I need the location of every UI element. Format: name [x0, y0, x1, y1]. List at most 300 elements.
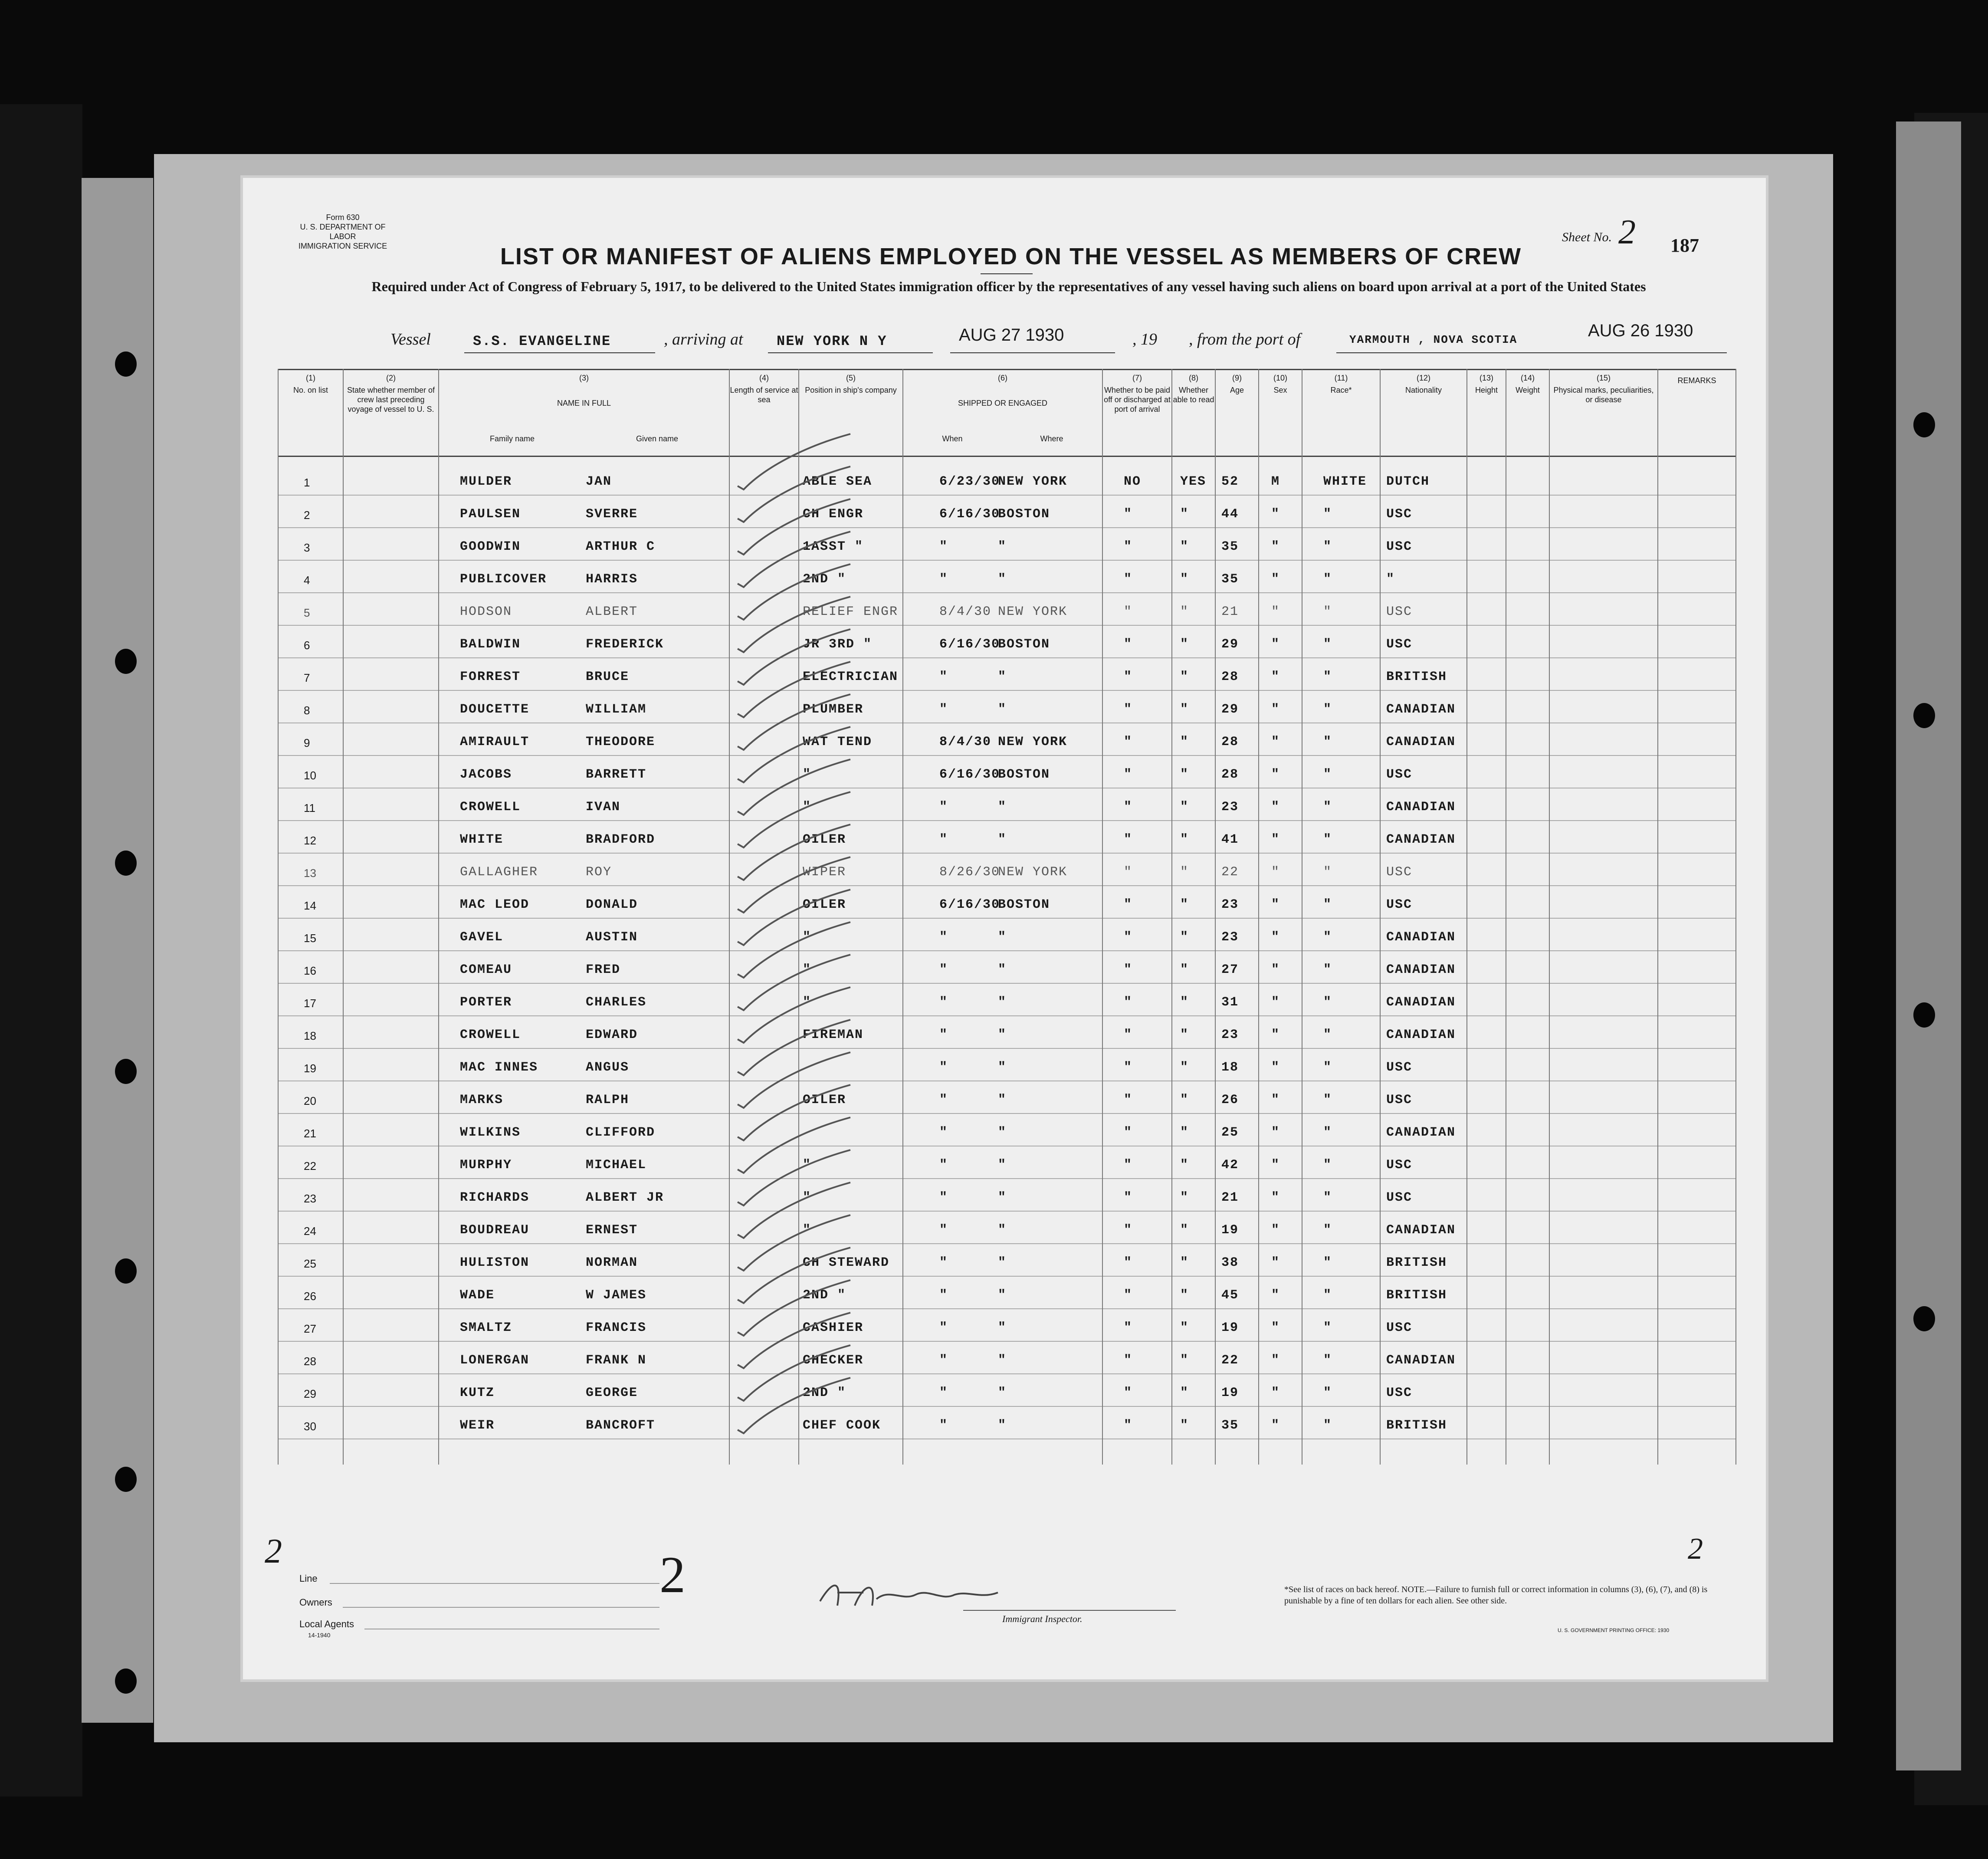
cell-sex: " — [1271, 1418, 1280, 1433]
cell-paid: " — [1124, 670, 1133, 684]
cell-age: 19 — [1221, 1320, 1239, 1335]
cell-position: 1ASST " — [803, 539, 864, 554]
cell-no: 7 — [304, 671, 310, 684]
cell-paid: " — [1124, 1093, 1133, 1107]
cell-given: FREDERICK — [586, 637, 664, 652]
cell-paid: " — [1124, 702, 1133, 717]
cell-family: BALDWIN — [460, 637, 521, 652]
punch-hole — [1913, 1306, 1935, 1331]
cell-position: ABLE SEA — [803, 474, 873, 489]
cell-nationality: BRITISH — [1386, 1255, 1447, 1270]
cell-paid: " — [1124, 930, 1133, 945]
check-mark — [738, 597, 850, 652]
cell-sex: M — [1271, 474, 1280, 489]
cell-age: 35 — [1221, 1418, 1239, 1433]
cell-age: 28 — [1221, 735, 1239, 749]
cell-where: " — [998, 1190, 1007, 1205]
cell-family: PUBLICOVER — [460, 572, 547, 587]
binder-strip-right — [1896, 122, 1961, 1770]
cell-nationality: CANADIAN — [1386, 930, 1456, 945]
manifest-sheet — [243, 178, 1766, 1679]
cell-age: 45 — [1221, 1288, 1239, 1303]
cell-family: MAC INNES — [460, 1060, 538, 1075]
cell-nationality: BRITISH — [1386, 1288, 1447, 1303]
cell-when: 8/26/30 — [939, 865, 1001, 880]
column-label: REMARKS — [1677, 376, 1716, 385]
column-number: (14) — [1520, 374, 1535, 382]
cell-paid: " — [1124, 1386, 1133, 1400]
cell-age: 23 — [1221, 1028, 1239, 1042]
cell-race: " — [1323, 767, 1332, 782]
cell-nationality: CANADIAN — [1386, 1028, 1456, 1042]
arriving-port: NEW YORK N Y — [777, 333, 887, 349]
cell-where: " — [998, 1028, 1007, 1042]
cell-when: 6/16/30 — [939, 767, 1001, 782]
cell-nationality: USC — [1386, 1190, 1413, 1205]
cell-sex: " — [1271, 865, 1280, 880]
check-mark — [738, 987, 850, 1043]
cell-race: " — [1323, 702, 1332, 717]
cell-no: 5 — [304, 606, 310, 619]
cell-age: 38 — [1221, 1255, 1239, 1270]
column-label: Weight — [1516, 386, 1540, 394]
cell-nationality: BRITISH — [1386, 1418, 1447, 1433]
check-mark — [738, 727, 850, 782]
cell-position: " — [803, 995, 812, 1010]
handwritten-mark-center: 2 — [659, 1546, 686, 1603]
cell-age: 44 — [1221, 507, 1239, 522]
cell-family: HULISTON — [460, 1255, 530, 1270]
cell-when: " — [939, 800, 948, 815]
cell-no: 4 — [304, 574, 310, 587]
cell-when: 8/4/30 — [939, 735, 992, 749]
cell-where: " — [998, 995, 1007, 1010]
cell-paid: " — [1124, 1028, 1133, 1042]
cell-sex: " — [1271, 1028, 1280, 1042]
cell-when: " — [939, 1158, 948, 1173]
cell-when: " — [939, 1353, 948, 1368]
cell-nationality: CANADIAN — [1386, 832, 1456, 847]
cell-nationality: USC — [1386, 1386, 1413, 1400]
cell-given: NORMAN — [586, 1255, 638, 1270]
cell-no: 29 — [304, 1387, 316, 1400]
cell-paid: " — [1124, 1125, 1133, 1140]
sheet-label: Sheet No. — [1562, 230, 1612, 244]
cell-given: ARTHUR C — [586, 539, 656, 554]
cell-given: BARRETT — [586, 767, 647, 782]
cell-paid: " — [1124, 1060, 1133, 1075]
year-label: , 19 — [1132, 330, 1157, 348]
cell-race: " — [1323, 637, 1332, 652]
cell-where: " — [998, 539, 1007, 554]
cell-age: 19 — [1221, 1223, 1239, 1238]
cell-where: BOSTON — [998, 507, 1050, 522]
column-label: Race* — [1330, 386, 1352, 394]
cell-position: FIREMAN — [803, 1028, 864, 1042]
cell-no: 10 — [304, 769, 316, 782]
cell-no: 3 — [304, 541, 310, 554]
cell-when: " — [939, 832, 948, 847]
cell-sex: " — [1271, 1223, 1280, 1238]
cell-sex: " — [1271, 995, 1280, 1010]
cell-when: " — [939, 1320, 948, 1335]
cell-race: " — [1323, 670, 1332, 684]
arrival-date-stamp: AUG 27 1930 — [959, 325, 1064, 345]
cell-race: " — [1323, 1158, 1332, 1173]
cell-no: 19 — [304, 1062, 316, 1075]
cell-where: " — [998, 1223, 1007, 1238]
check-mark — [738, 955, 850, 1010]
check-mark — [738, 1280, 850, 1336]
punch-hole — [115, 649, 137, 674]
cell-sex: " — [1271, 539, 1280, 554]
cell-where: " — [998, 1288, 1007, 1303]
cell-sex: " — [1271, 507, 1280, 522]
cell-given: GEORGE — [586, 1386, 638, 1400]
cell-read: " — [1180, 1093, 1189, 1107]
column-number: (10) — [1273, 374, 1287, 382]
cell-age: 29 — [1221, 637, 1239, 652]
line-label: Line — [299, 1573, 318, 1584]
cell-nationality: BRITISH — [1386, 670, 1447, 684]
cell-position: CHEF COOK — [803, 1418, 881, 1433]
cell-paid: " — [1124, 800, 1133, 815]
cell-age: 52 — [1221, 474, 1239, 489]
cell-read: " — [1180, 604, 1189, 619]
check-mark — [738, 1117, 850, 1173]
cell-nationality: CANADIAN — [1386, 1353, 1456, 1368]
cell-where: " — [998, 800, 1007, 815]
cell-sex: " — [1271, 637, 1280, 652]
column-label: Whether able to read — [1173, 386, 1214, 404]
cell-position: CHECKER — [803, 1353, 864, 1368]
cell-given: FRANCIS — [586, 1320, 647, 1335]
cell-race: " — [1323, 572, 1332, 587]
cell-nationality: USC — [1386, 604, 1413, 619]
cell-position: " — [803, 800, 812, 815]
cell-read: " — [1180, 735, 1189, 749]
cell-no: 23 — [304, 1192, 316, 1205]
cell-paid: " — [1124, 1418, 1133, 1433]
punch-hole — [115, 1059, 137, 1084]
column-number: (11) — [1334, 374, 1348, 382]
cell-read: " — [1180, 1418, 1189, 1433]
cell-where: " — [998, 1255, 1007, 1270]
cell-where: BOSTON — [998, 767, 1050, 782]
cell-position: " — [803, 1158, 812, 1173]
sheet-number: 2 — [1618, 213, 1636, 251]
cell-paid: " — [1124, 1320, 1133, 1335]
cell-sex: " — [1271, 670, 1280, 684]
cell-race: " — [1323, 930, 1332, 945]
cell-race: " — [1323, 1288, 1332, 1303]
cell-family: CROWELL — [460, 800, 521, 815]
cell-no: 6 — [304, 639, 310, 652]
column-sublabel: Given name — [636, 434, 679, 443]
cell-nationality: USC — [1386, 637, 1413, 652]
cell-given: JAN — [586, 474, 612, 489]
owners-label: Owners — [299, 1597, 332, 1608]
footnote: *See list of races on back hereof. NOTE.—Failure to furnish full or correct information in columns (3), (6), (7), and (8) is punishable by a fine of ten dollars for each alien. See other side. — [1284, 1585, 1708, 1606]
column-label: Height — [1475, 386, 1498, 394]
owners-underline — [343, 1607, 659, 1608]
cell-sex: " — [1271, 1190, 1280, 1205]
service-name: IMMIGRATION SERVICE — [298, 242, 387, 250]
departure-date-stamp: AUG 26 1930 — [1588, 321, 1693, 340]
cell-read: YES — [1180, 474, 1207, 489]
cell-family: WADE — [460, 1288, 495, 1303]
cell-where: " — [998, 832, 1007, 847]
column-number: (7) — [1132, 374, 1142, 382]
cell-read: " — [1180, 995, 1189, 1010]
cell-when: " — [939, 1288, 948, 1303]
cell-sex: " — [1271, 1255, 1280, 1270]
cell-read: " — [1180, 1060, 1189, 1075]
cell-given: FRED — [586, 962, 621, 977]
cell-age: 42 — [1221, 1158, 1239, 1173]
cell-sex: " — [1271, 1320, 1280, 1335]
cell-given: EDWARD — [586, 1028, 638, 1042]
line-underline — [330, 1583, 659, 1584]
cell-position: " — [803, 930, 812, 945]
film-border-left — [0, 104, 82, 1797]
cell-race: " — [1323, 832, 1332, 847]
cell-position: " — [803, 1190, 812, 1205]
punch-hole — [115, 351, 137, 377]
form-number: Form 630 — [326, 213, 360, 222]
cell-given: CLIFFORD — [586, 1125, 656, 1140]
cell-age: 28 — [1221, 767, 1239, 782]
cell-family: BOUDREAU — [460, 1223, 530, 1238]
cell-paid: " — [1124, 1158, 1133, 1173]
cell-age: 29 — [1221, 702, 1239, 717]
cell-paid: " — [1124, 767, 1133, 782]
handwritten-mark-right: 2 — [1688, 1532, 1703, 1566]
cell-no: 15 — [304, 932, 316, 945]
cell-family: JACOBS — [460, 767, 512, 782]
cell-read: " — [1180, 507, 1189, 522]
cell-sex: " — [1271, 702, 1280, 717]
cell-where: " — [998, 1353, 1007, 1368]
cell-race: " — [1323, 1125, 1332, 1140]
cell-race: " — [1323, 735, 1332, 749]
cell-given: IVAN — [586, 800, 621, 815]
cell-age: 18 — [1221, 1060, 1239, 1075]
cell-read: " — [1180, 1223, 1189, 1238]
cell-nationality: DUTCH — [1386, 474, 1430, 489]
cell-age: 41 — [1221, 832, 1239, 847]
column-label: Sex — [1273, 386, 1287, 394]
cell-when: " — [939, 962, 948, 977]
cell-given: CHARLES — [586, 995, 647, 1010]
cell-family: GALLAGHER — [460, 865, 538, 880]
cell-family: SMALTZ — [460, 1320, 512, 1335]
cell-no: 14 — [304, 899, 316, 912]
check-mark — [738, 1020, 850, 1075]
cell-where: " — [998, 930, 1007, 945]
cell-family: MURPHY — [460, 1158, 512, 1173]
column-label: Age — [1230, 386, 1244, 394]
cell-when: " — [939, 1060, 948, 1075]
cell-family: LONERGAN — [460, 1353, 530, 1368]
cell-paid: " — [1124, 637, 1133, 652]
column-label: No. on list — [293, 386, 328, 394]
column-number: (2) — [386, 374, 396, 382]
check-mark — [738, 1345, 850, 1401]
cell-sex: " — [1271, 1125, 1280, 1140]
cell-no: 2 — [304, 509, 310, 522]
cell-paid: " — [1124, 832, 1133, 847]
cell-no: 24 — [304, 1225, 316, 1238]
punch-hole — [1913, 412, 1935, 437]
page-number: 187 — [1670, 235, 1699, 256]
cell-position: " — [803, 1223, 812, 1238]
cell-where: BOSTON — [998, 637, 1050, 652]
cell-family: KUTZ — [460, 1386, 495, 1400]
check-mark — [738, 824, 850, 880]
punch-hole — [115, 851, 137, 876]
check-mark — [738, 792, 850, 847]
cell-position: OILER — [803, 832, 846, 847]
cell-sex: " — [1271, 1353, 1280, 1368]
cell-read: " — [1180, 637, 1189, 652]
cell-nationality: CANADIAN — [1386, 962, 1456, 977]
cell-family: WEIR — [460, 1418, 495, 1433]
cell-when: " — [939, 1386, 948, 1400]
cell-position: CH ENGR — [803, 507, 864, 522]
column-label: Length of service at sea — [730, 386, 798, 404]
cell-given: THEODORE — [586, 735, 656, 749]
cell-age: 22 — [1221, 865, 1239, 880]
inspector-underline — [963, 1610, 1176, 1611]
arriving-label: , arriving at — [664, 330, 743, 348]
cell-race: " — [1323, 1353, 1332, 1368]
punch-hole — [115, 1467, 137, 1492]
agents-label: Local Agents — [299, 1619, 354, 1629]
cell-no: 27 — [304, 1322, 316, 1335]
cell-where: " — [998, 702, 1007, 717]
cell-race: " — [1323, 995, 1332, 1010]
cell-read: " — [1180, 1386, 1189, 1400]
cell-where: " — [998, 1125, 1007, 1140]
cell-no: 26 — [304, 1290, 316, 1303]
cell-when: " — [939, 1093, 948, 1107]
check-mark — [738, 1085, 850, 1140]
cell-read: " — [1180, 539, 1189, 554]
cell-nationality: USC — [1386, 767, 1413, 782]
cell-no: 9 — [304, 736, 310, 749]
cell-sex: " — [1271, 1060, 1280, 1075]
column-number: (15) — [1596, 374, 1611, 382]
page-title: LIST OR MANIFEST OF ALIENS EMPLOYED ON THE VESSEL AS MEMBERS OF CREW — [500, 243, 1522, 269]
cell-given: W JAMES — [586, 1288, 647, 1303]
cell-read: " — [1180, 702, 1189, 717]
cell-paid: " — [1124, 962, 1133, 977]
column-label: Physical marks, peculiarities, or disease — [1553, 386, 1654, 404]
cell-race: " — [1323, 962, 1332, 977]
cell-paid: " — [1124, 1223, 1133, 1238]
punch-hole — [115, 1669, 137, 1694]
cell-when: " — [939, 1255, 948, 1270]
inspector-signature — [816, 1575, 1015, 1614]
column-label: Nationality — [1405, 386, 1442, 394]
check-mark — [738, 1182, 850, 1238]
cell-given: ALBERT JR — [586, 1190, 664, 1205]
cell-when: 6/16/30 — [939, 507, 1001, 522]
cell-when: 6/16/30 — [939, 897, 1001, 912]
form-code: 14-1940 — [308, 1632, 331, 1639]
cell-when: " — [939, 1190, 948, 1205]
check-mark — [738, 694, 850, 750]
cell-nationality: " — [1386, 572, 1395, 587]
cell-age: 19 — [1221, 1386, 1239, 1400]
check-mark — [738, 1052, 850, 1108]
check-mark — [738, 434, 850, 489]
cell-no: 28 — [304, 1355, 316, 1368]
cell-no: 21 — [304, 1127, 316, 1140]
column-number: (9) — [1232, 374, 1242, 382]
cell-read: " — [1180, 1288, 1189, 1303]
cell-position: WIPER — [803, 865, 846, 880]
cell-family: DOUCETTE — [460, 702, 530, 717]
cell-age: 22 — [1221, 1353, 1239, 1368]
cell-race: " — [1323, 1093, 1332, 1107]
cell-nationality: USC — [1386, 1158, 1413, 1173]
cell-no: 30 — [304, 1420, 316, 1433]
cell-read: " — [1180, 962, 1189, 977]
department-name: U. S. DEPARTMENT OF LABOR — [300, 223, 386, 241]
cell-position: " — [803, 962, 812, 977]
cell-sex: " — [1271, 1158, 1280, 1173]
inspector-label: Immigrant Inspector. — [1002, 1613, 1083, 1624]
cell-paid: " — [1124, 1190, 1133, 1205]
cell-paid: " — [1124, 1288, 1133, 1303]
column-number: (4) — [759, 374, 769, 382]
cell-sex: " — [1271, 832, 1280, 847]
check-mark — [738, 1248, 850, 1303]
cell-position: CH STEWARD — [803, 1255, 890, 1270]
cell-read: " — [1180, 1028, 1189, 1042]
cell-sex: " — [1271, 1386, 1280, 1400]
column-number: (1) — [306, 374, 315, 382]
punch-hole — [115, 1258, 137, 1284]
check-mark — [738, 662, 850, 717]
column-number: (3) — [579, 374, 589, 382]
cell-when: " — [939, 1223, 948, 1238]
cell-no: 16 — [304, 964, 316, 977]
cell-where: " — [998, 962, 1007, 977]
cell-nationality: USC — [1386, 1093, 1413, 1107]
punch-hole — [1913, 1002, 1935, 1028]
column-number: (13) — [1479, 374, 1493, 382]
cell-sex: " — [1271, 735, 1280, 749]
cell-when: " — [939, 572, 948, 587]
check-mark — [738, 759, 850, 815]
cell-given: RALPH — [586, 1093, 630, 1107]
pencil-check-marks — [243, 178, 1766, 1679]
cell-paid: " — [1124, 1353, 1133, 1368]
cell-given: MICHAEL — [586, 1158, 647, 1173]
cell-when: " — [939, 1418, 948, 1433]
check-mark — [738, 1215, 850, 1271]
cell-sex: " — [1271, 767, 1280, 782]
cell-race: " — [1323, 1255, 1332, 1270]
cell-when: " — [939, 539, 948, 554]
column-number: (5) — [846, 374, 856, 382]
cell-paid: " — [1124, 572, 1133, 587]
cell-paid: " — [1124, 1255, 1133, 1270]
cell-age: 23 — [1221, 897, 1239, 912]
